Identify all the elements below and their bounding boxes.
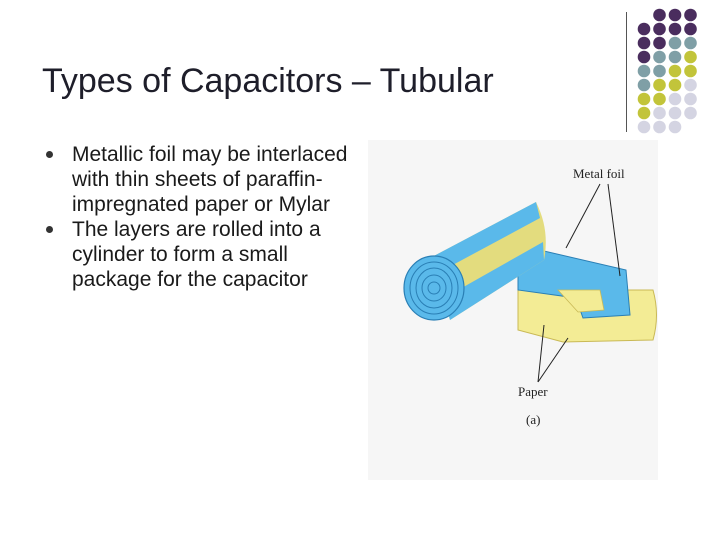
- decorative-dot: [669, 107, 682, 120]
- decorative-dot: [669, 93, 682, 106]
- roll-end-icon: [404, 256, 464, 320]
- decorative-dot: [638, 37, 651, 50]
- decorative-dot: [638, 79, 651, 92]
- decorative-dot: [638, 65, 651, 78]
- decorative-dot: [638, 93, 651, 106]
- slide-title: Types of Capacitors – Tubular: [42, 62, 494, 100]
- bullet-text: Metallic foil may be interlaced with thin sheets of paraffin-impregnated paper or Mylar: [72, 143, 348, 216]
- bullet-item: [44, 142, 364, 217]
- decorative-dot: [684, 65, 697, 78]
- decorative-dot: [653, 51, 666, 64]
- decorative-dot: [684, 51, 697, 64]
- label-metal-foil: Metal foil: [573, 166, 625, 181]
- decorative-dot-grid: [637, 8, 719, 134]
- decorative-dot: [669, 79, 682, 92]
- decorative-dot: [653, 93, 666, 106]
- decorative-dot: [638, 51, 651, 64]
- decorative-dot: [653, 23, 666, 36]
- decorative-dot: [684, 9, 697, 22]
- bullet-list: [44, 142, 364, 292]
- bullet-icon: [46, 226, 53, 233]
- decorative-dot: [669, 9, 682, 22]
- decorative-dot: [669, 37, 682, 50]
- tubular-capacitor-figure: [368, 140, 658, 480]
- decorative-dot: [669, 121, 682, 134]
- title-divider: [626, 12, 627, 132]
- decorative-dot: [638, 121, 651, 134]
- decorative-dot: [638, 23, 651, 36]
- decorative-dot: [684, 23, 697, 36]
- decorative-dot: [669, 23, 682, 36]
- label-paper: Paper: [518, 384, 548, 399]
- decorative-dot: [684, 93, 697, 106]
- decorative-dot: [638, 107, 651, 120]
- decorative-dot: [669, 51, 682, 64]
- decorative-dot: [653, 65, 666, 78]
- decorative-dot: [653, 107, 666, 120]
- bullet-text: The layers are rolled into a cylinder to form a small package for the capacitor: [72, 218, 321, 291]
- decorative-dot: [684, 79, 697, 92]
- decorative-dot: [669, 65, 682, 78]
- bullet-icon: [46, 151, 53, 158]
- decorative-dot: [653, 79, 666, 92]
- decorative-dot: [653, 121, 666, 134]
- decorative-dot: [653, 37, 666, 50]
- decorative-dot: [653, 9, 666, 22]
- decorative-dot: [684, 107, 697, 120]
- bullet-item: [44, 217, 364, 292]
- label-caption: (a): [526, 412, 541, 427]
- decorative-dot: [684, 37, 697, 50]
